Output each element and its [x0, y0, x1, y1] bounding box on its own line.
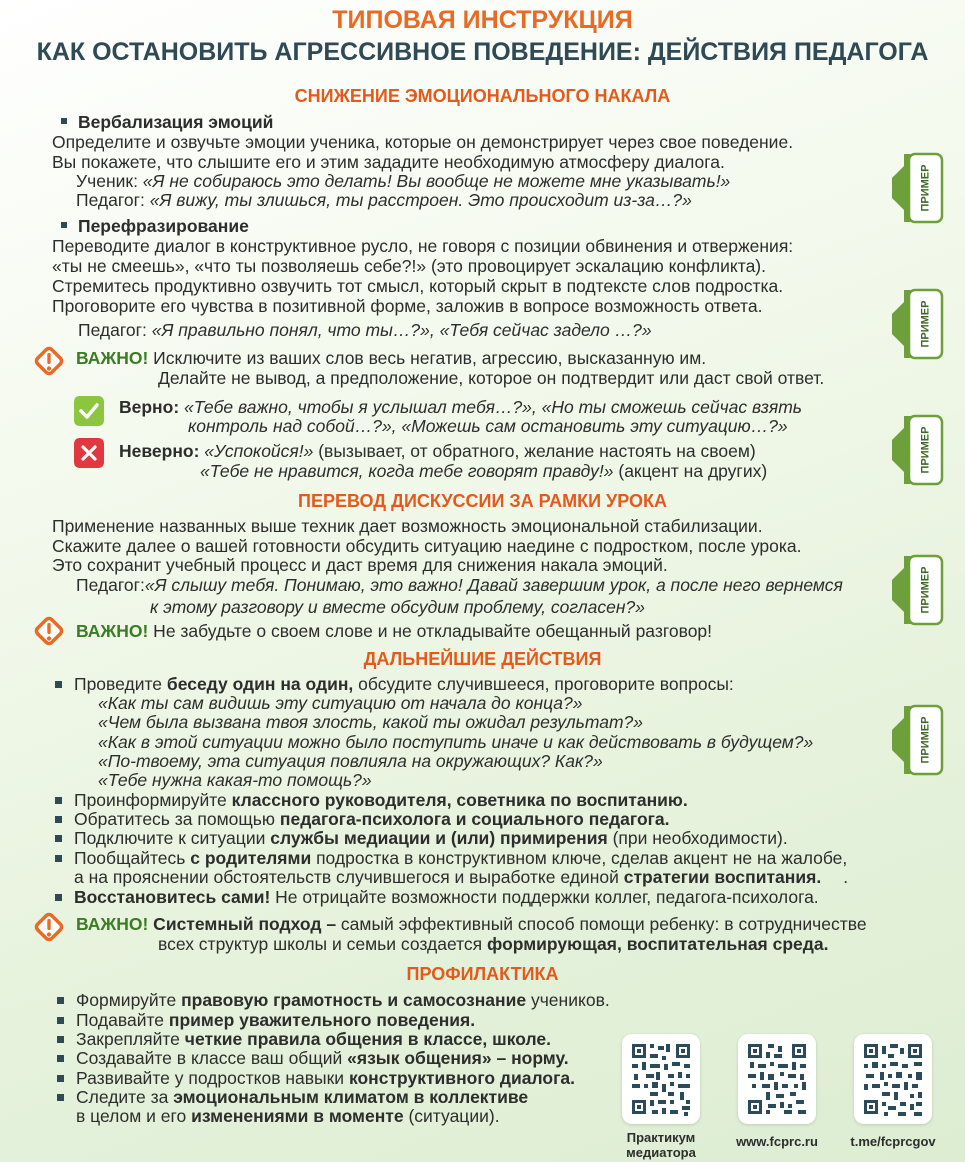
discussion-text-1: Применение названных выше техник дает возможность эмоциональной стабилизации. [52, 516, 763, 536]
qr-code-icon [854, 1034, 932, 1124]
example-tab[interactable] [888, 288, 946, 360]
section-title-emotion: СНИЖЕНИЕ ЭМОЦИОНАЛЬНОГО НАКАЛА [294, 86, 671, 106]
example-tab-label: ПРИМЕР [919, 164, 932, 212]
prevention-item-3: Закрепляйте четкие правила общения в классе, школе. [76, 1029, 551, 1049]
section-title-discussion: ПЕРЕВОД ДИСКУССИИ ЗА РАМКИ УРОКА [298, 491, 667, 511]
example-tab-label: ПРИМЕР [919, 426, 932, 474]
discussion-text-2: Скажите далее о вашей готовности обсудить ситуацию наедине с подростком, после урока. [52, 536, 802, 556]
paraphrase-text-1: Переводите диалог в конструктивное русло, не говоря с позиции обвинения и отвержения: [52, 236, 794, 256]
important-1: ВАЖНО! Исключите из ваших слов весь негатив, агрессию, высказанную им. [76, 348, 707, 368]
example-tab[interactable] [888, 554, 946, 626]
check-icon [74, 396, 104, 426]
wrong-example: Неверно: «Успокойся!» (вызывает, от обратного, желание настоять на своем) [119, 441, 756, 461]
action-item-4: Подключите к ситуации службы медиации и (или) примирения (при необходимости). [74, 828, 788, 848]
question-4: «По-твоему, эта ситуация повлияла на окружающих? Как?» [98, 751, 603, 771]
cross-icon [74, 438, 104, 468]
important-3: ВАЖНО! Системный подход – самый эффективный способ помощи ребенку: в сотрудничестве [76, 914, 867, 934]
qr-code-practicum[interactable] [622, 1034, 700, 1124]
wrong-example-line2: «Тебе не нравится, когда тебе говорят правду!» (акцент на других) [200, 461, 768, 481]
action-item-2: Проинформируйте классного руководителя, советника по воспитанию. [74, 790, 688, 810]
prevention-item-1: Формируйте правовую грамотность и самосознание учеников. [76, 990, 610, 1010]
prevention-item-5: Развивайте у подростков навыки конструктивного диалога. [76, 1068, 575, 1088]
action-item-1: Проведите беседу один на один, обсудите случившееся, проговорите вопросы: [74, 674, 734, 694]
student-example: Ученик: «Я не собираюсь это делать! Вы вообще не можете мне указывать!» [76, 171, 731, 191]
teacher-example-3-line2: к этому разговору и вместе обсудим проблему, согласен?» [150, 597, 645, 617]
important-1-line2: Делайте не вывод, а предположение, которое он подтвердит или даст свой ответ. [158, 368, 825, 388]
example-tab[interactable] [888, 414, 946, 486]
correct-example: Верно: «Тебе важно, чтобы я услышал тебя…?», «Но ты сможешь сейчас взять [119, 397, 803, 417]
warning-icon [32, 614, 66, 648]
qr-code-icon [738, 1034, 816, 1124]
doc-title-main: КАК ОСТАНОВИТЬ АГРЕССИВНОЕ ПОВЕДЕНИЕ: ДЕЙСТВИЯ ПЕДАГОГА [36, 38, 929, 66]
teacher-example-3: Педагог:«Я слышу тебя. Понимаю, это важно! Давай завершим урок, а после него вернемся [76, 575, 843, 595]
teacher-example-2: Педагог: «Я правильно понял, что ты…?», «Тебя сейчас задело …?» [78, 320, 652, 340]
prevention-item-4: Создавайте в классе ваш общий «язык общения» – норму. [76, 1048, 569, 1068]
teacher-example-1: Педагог: «Я вижу, ты злишься, ты расстроен. Это происходит из-за…?» [76, 190, 692, 210]
prevention-item-2: Подавайте пример уважительного поведения. [76, 1010, 476, 1030]
verbalization-text-2: Вы покажете, что слышите его и этим зададите необходимую атмосферу диалога. [52, 152, 725, 172]
qr-label-telegram: t.me/fcprcgov [850, 1134, 936, 1149]
prevention-item-6-line2: в целом и его изменениями в моменте (ситуации). [76, 1106, 500, 1126]
heading-verbalization: Вербализация эмоций [78, 112, 274, 132]
qr-code-telegram[interactable] [854, 1034, 932, 1124]
question-5: «Тебе нужна какая-то помощь?» [98, 770, 372, 790]
example-tab-label: ПРИМЕР [919, 716, 932, 764]
qr-code-website[interactable] [738, 1034, 816, 1124]
example-tab[interactable] [888, 704, 946, 776]
paraphrase-text-2: «ты не смеешь», «что ты позволяешь себе?!» (это провоцирует эскалацию конфликта). [52, 256, 766, 276]
correct-example-line2: контроль над собой…?», «Можешь сам остановить эту ситуацию…?» [188, 416, 788, 436]
section-title-prevention: ПРОФИЛАКТИКА [406, 964, 559, 984]
qr-code-icon [622, 1034, 700, 1124]
paraphrase-text-3: Стремитесь продуктивно озвучить тот смысл, который скрыт в подтексте слов подростка. [52, 276, 784, 296]
action-item-6: Восстановитесь сами! Не отрицайте возможности поддержки коллег, педагога-психолога. [74, 887, 819, 907]
important-3-line2: всех структур школы и семьи создается формирующая, воспитательная среда. [158, 934, 829, 954]
verbalization-text-1: Определите и озвучьте эмоции ученика, которые он демонстрирует через свое поведение. [52, 132, 794, 152]
doc-title-type: ТИПОВАЯ ИНСТРУКЦИЯ [332, 6, 633, 34]
paraphrase-text-4: Проговорите его чувства в позитивной форме, заложив в вопросе возможность ответа. [52, 296, 763, 316]
example-tab[interactable] [888, 152, 946, 224]
example-tab-label: ПРИМЕР [919, 566, 932, 614]
important-2: ВАЖНО! Не забудьте о своем слове и не откладывайте обещанный разговор! [76, 621, 713, 641]
qr-label-practicum: Практикум медиатора [626, 1130, 696, 1160]
question-3: «Как в этой ситуации можно было поступить иначе и как действовать в будущем?» [98, 732, 814, 752]
prevention-item-6: Следите за эмоциональным климатом в коллективе [76, 1087, 529, 1107]
section-title-further-actions: ДАЛЬНЕЙШИЕ ДЕЙСТВИЯ [363, 649, 602, 669]
action-item-5-line2: а на прояснении обстоятельств случившегося и выработке единой стратегии воспитания. . [74, 867, 849, 887]
qr-label-website: www.fcprc.ru [736, 1134, 818, 1149]
question-2: «Чем была вызвана твоя злость, какой ты ожидал результат?» [98, 712, 644, 732]
discussion-text-3: Это сохранит учебный процесс и даст время для снижения накала эмоций. [52, 555, 668, 575]
example-tab-label: ПРИМЕР [919, 300, 932, 348]
heading-paraphrase: Перефразирование [78, 216, 249, 236]
warning-icon [32, 910, 66, 944]
warning-icon [32, 344, 66, 378]
question-1: «Как ты сам видишь эту ситуацию от начала до конца?» [98, 693, 583, 713]
action-item-3: Обратитесь за помощью педагога-психолога и социального педагога. [74, 809, 670, 829]
action-item-5: Пообщайтесь с родителями подростка в конструктивном ключе, сделав акцент не на жалобе, [74, 848, 848, 868]
